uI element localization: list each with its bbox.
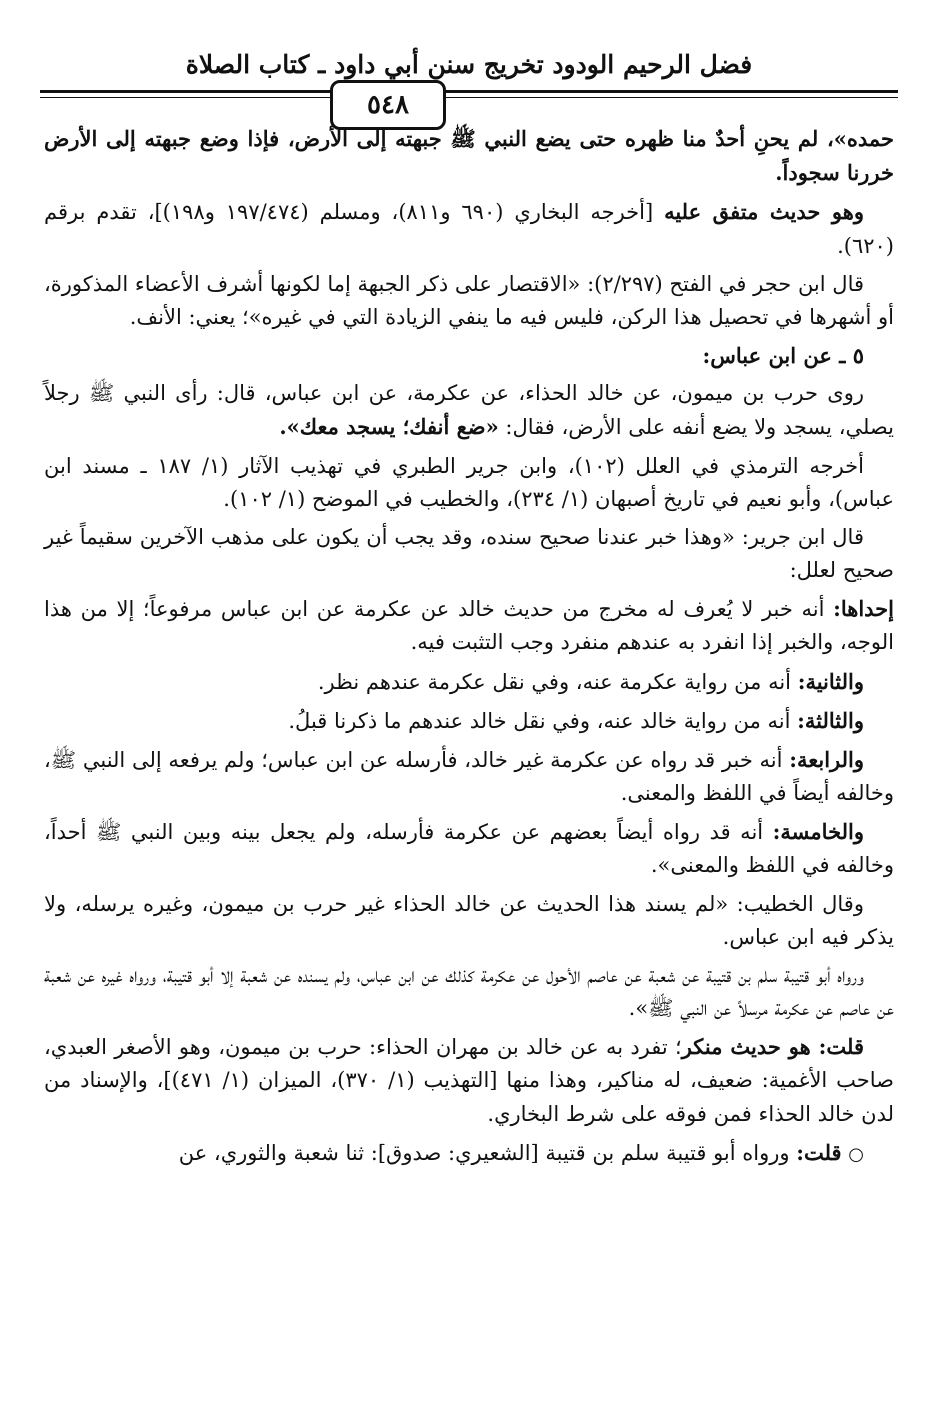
hadith-text: حمده»، لم يحنِ أحدٌ منا ظهره حتى يضع النبي ﷺ جبهته إلى الأرض، فإذا وضع جبهته إلى الأرض خررنا سجوداً. [44,126,894,186]
paragraph [44,888,894,954]
paragraph-text: أنه من رواية عكرمة عنه، وفي نقل عكرمة عندهم نظر. [317,669,798,694]
page-number: ٥٤٨ [330,80,446,130]
running-title: فضل الرحيم الودود تخريج سنن أبي داود ـ كتاب الصلاة [185,50,753,79]
paragraph [44,592,894,659]
verdict-label: قلت: هو حديث منكر [681,1034,864,1060]
grading: وهو حديث متفق عليه [664,199,864,225]
paragraph-text: قال ابن جرير: «وهذا خبر عندنا صحيح سنده، وقد يجب أن يكون على مذهب الآخرين سقيماً غير صحيح لعلل: [44,524,894,583]
paragraph-text: ؛ تفرد به عن خالد بن مهران الحذاء: حرب بن ميمون، وهو الأصغر العبدي، صاحب الأغمية: ضعيف، له مناكير، وهذا منها [التهذيب (١/ ٣٧٠)، الميزان (١/ ٤٧١)]، والإسناد من لدن خالد الحذاء فمن فوقه على شرط البخاري. [44,1035,894,1126]
paragraph-text: وقال الخطيب: «لم يسند هذا الحديث عن خالد الحذاء غير حرب بن ميمون، وغيره يرسله، ولا يذكر فيه ابن عباس. [44,891,894,949]
paragraph-text: [أخرجه البخاري (٦٩٠ و٨١١)، ومسلم (١٩٧/٤٧٤ و١٩٨)]، تقدم برقم (٦٢٠). [44,200,894,258]
point-label: والثالثة: [797,707,864,733]
section-heading: ٥ ـ عن ابن عباس: [702,343,864,369]
paragraph [44,450,894,516]
paragraph [44,195,894,262]
paragraph [44,665,894,699]
paragraph [44,122,894,190]
paragraph [44,1030,894,1131]
paragraph [44,704,894,738]
point-label: إحداها: [833,596,894,622]
paragraph [44,377,894,444]
point-label: والخامسة: [772,819,864,845]
paragraph-text: روى حرب بن ميمون، عن خالد الحذاء، عن عكرمة، عن ابن عباس، قال: رأى النبي ﷺ رجلاً يصلي، يسجد ولا يضع أنفه على الأرض، فقال: [44,381,894,440]
page-header [40,40,898,132]
header-rule-thick [40,90,898,93]
paragraph-text: قال ابن حجر في الفتح (٢/٢٩٧): «الاقتصار على ذكر الجبهة إما لكونها أشرف الأعضاء المذكورة، أو أشهرها في تحصيل هذا الركن، فليس فيه ما ينفي الزيادة التي في غيره»؛ يعني: الأنف. [44,271,894,329]
header-rule-thin [40,97,898,98]
paragraph-text: أنه من رواية خالد عنه، وفي نقل خالد عندهم ما ذكرنا قبلُ. [288,708,798,733]
paragraph [44,743,894,810]
paragraph-text: أنه خبر لا يُعرف له مخرج من حديث خالد عن عكرمة عن ابن عباس مرفوعاً؛ إلا من هذا الوجه، والخبر إذا انفرد به عندهم منفرد وجب التثبت فيه. [44,597,894,655]
paragraph [44,1136,894,1170]
paragraph [44,521,894,587]
paragraph [44,268,894,334]
paragraph-text: ورواه أبو قتيبة سلم بن قتيبة عن شعبة عن عاصم الأحول عن عكرمة كذلك عن ابن عباس، ولم يسنده عن شعبة إلا أبو قتيبة، ورواه غيره عن شعبة عن عاصم عن عكرمة مرسلاً عن النبي ﷺ». [44,962,894,1021]
paragraph [44,815,894,882]
paragraph-text: أنه خبر قد رواه عن عكرمة غير خالد، فأرسله عن ابن عباس؛ ولم يرفعه إلى النبي ﷺ، وخالفه أيضاً في اللفظ والمعنى. [44,747,894,806]
paragraph-text: ورواه أبو قتيبة سلم بن قتيبة [الشعيري: صدوق]: ثنا شعبة والثوري، عن [178,1140,797,1165]
paragraph-text: أنه قد رواه أيضاً بعضهم عن عكرمة فأرسله، ولم يجعل بينه وبين النبي ﷺ أحداً، وخالفه في اللفظ والمعنى». [44,820,894,878]
paragraph [44,959,894,1025]
point-label: والرابعة: [789,746,864,772]
point-label: قلت: [796,1139,842,1165]
hadith-text: «ضع أنفك؛ يسجد معك». [279,414,499,440]
paragraph-text: أخرجه الترمذي في العلل (١٠٢)، وابن جرير الطبري في تهذيب الآثار (١/ ١٨٧ ـ مسند ابن عباس)، وأبو نعيم في تاريخ أصبهان (١/ ٢٣٤)، والخطيب في الموضح (١/ ١٠٢). [44,453,894,511]
point-label: والثانية: [797,668,864,694]
body-text [44,122,894,1382]
circle-marker: ○ [848,1143,864,1165]
